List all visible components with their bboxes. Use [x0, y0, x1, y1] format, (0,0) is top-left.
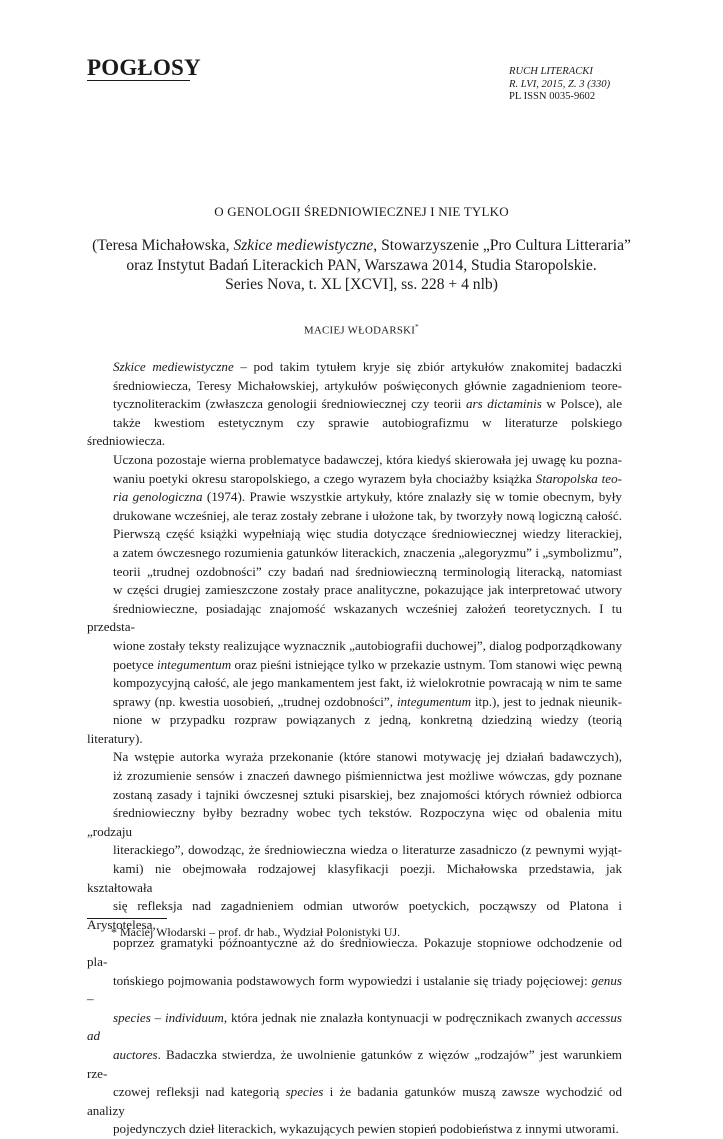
body-line: kompozycyjną całość, ale jego mankamentem jest fakt, iż wielokrotnie powracają w nim te same	[113, 675, 622, 691]
article-author	[0, 323, 723, 337]
body-line: czowej refleksji nad kategorią species i że badania gatunków muszą zawsze wychodzić od analizy	[87, 1084, 622, 1118]
body-line: nione w przypadku rozpraw powiązanych z jedną, konkretną dziedziną wiedzy (teorią literatury).	[87, 712, 622, 746]
paragraph-1	[87, 358, 622, 748]
body-line: auctores. Badaczka stwierdza, że uwolnienie gatunków z więzów „rodzajów” jest warunkiem rze-	[87, 1046, 622, 1081]
body-line: w części drugiej zamieszczone zostały prace analityczne, pokazujące jak interpretować utwory	[113, 582, 622, 598]
body-line: Na wstępie autorka wyraża przekonanie (które stanowi motywację jej działań badawczych),	[113, 749, 622, 765]
article-title: O GENOLOGII ŚREDNIOWIECZNEJ I NIE TYLKO	[214, 204, 509, 219]
body-line: iż zrozumienie sensów i znaczeń dawnego piśmiennictwa jest możliwe wówczas, gdy poznane	[113, 768, 622, 784]
body-line: poetyce integumentum oraz pieśni istniejące tylko w przekazie ustnym. Tom stanowi więc pewną	[113, 656, 622, 672]
section-title	[87, 55, 201, 81]
body-line: species – individuum, która jednak nie znalazła kontynuacji w podręcznikach zwanych accessus ad	[87, 1009, 622, 1044]
journal-name: RUCH LITERACKI	[509, 66, 593, 77]
body-line: tycznoliterackim (zwłaszcza genologii średniowiecznej czy teorii ars dictaminis w Polsce), ale	[113, 396, 623, 412]
body-line: waniu poetyki okresu staropolskiego, a czego wyrazem była chociażby książka Staropolska teo-	[113, 470, 622, 486]
body-line: Szkice mediewistyczne – pod takim tytułem kryje się zbiór artykułów znakomitej badaczki	[113, 359, 623, 374]
body-line: teorii „trudnej ozdobności” czy badań nad średniowieczną terminologią literacką, natomiast	[113, 563, 622, 579]
body-line: drukowane wcześniej, ale teraz zostały zebrane i ułożone tak, by tworzyły nową logiczną całość.	[113, 507, 622, 523]
body-line: średniowieczne, posiadając znajomość wskazanych wcześniej założeń teoretycznych. I tu przedsta-	[87, 600, 622, 635]
paragraph-2	[87, 748, 622, 1138]
body-line: zostaną zasady i tajniki ówczesnej sztuki pisarskiej, bez znajomości których również odbiorca	[113, 786, 622, 802]
bibliographic-note	[60, 236, 663, 295]
biblio-line: Series Nova, t. XL [XCVI], ss. 228 + 4 nlb)	[225, 276, 498, 293]
body-line: Uczona pozostaje wierna problematyce badawczej, która kiedyś skierowała jej uwagę ku pozna-	[113, 451, 622, 467]
journal-info	[509, 66, 610, 104]
body-line: ria genologiczna (1974). Prawie wszystkie artykuły, które znalazły się w tomie obecnym, były	[113, 489, 622, 505]
body-line: poprzez gramatyki późnoantyczne aż do średniowiecza. Pokazuje stopniowe odchodzenie od pla-	[87, 935, 622, 969]
body-line: literackiego”, dowodząc, że średniowieczna wiedza o literaturze zasadniczo (z pewnymi wyjąt-	[113, 842, 622, 858]
body-line: tońskiego pojmowania podstawowych form wypowiedzi i ustalanie się triady pojęciowej: genus –	[87, 972, 622, 1007]
footnote: * Maciej Włodarski – prof. dr hab., Wydział Polonistyki UJ.	[111, 925, 401, 939]
body-line: średniowieczny byłby bezradny wobec tych tekstów. Rozpoczyna więc od obalenia mitu „rodzaju	[87, 805, 622, 839]
footnote-marker: *	[415, 323, 419, 331]
journal-issue: R. LVI, 2015, Z. 3 (330)	[509, 78, 611, 90]
footnote-separator	[87, 918, 167, 919]
section-title-text: POGŁOSY	[87, 55, 201, 80]
body-line: się refleksja nad zagadnieniem odmian utworów poetyckich, począwszy od Platona i Arystotelesa,	[87, 898, 622, 932]
body-line: wione zostały teksty realizujące wyznacznik „autobiografii duchowej”, dialog podporządkowany	[113, 637, 622, 653]
section-title-underline	[87, 80, 190, 81]
biblio-line: oraz Instytut Badań Literackich PAN, Warszawa 2014, Studia Staropolskie.	[126, 256, 597, 274]
body-line: także kwestiom estetycznym czy sprawie autobiografizmu w literaturze polskiego średniowiecza.	[87, 414, 622, 449]
body-line: Pierwszą część książki wypełniają więc studia dotyczące średniowiecznej wiedzy literackiej,	[113, 526, 622, 542]
body-line: sprawy (np. kwestia uosobień, „trudnej ozdobności”, integumentum itp.), jest to jednak nieunik-	[113, 693, 622, 709]
journal-issn: PL ISSN 0035-9602	[509, 91, 596, 103]
article-body	[87, 358, 622, 1139]
body-line: kami) nie obejmowała rodzajowej klasyfikacji poezji. Michałowska przedstawia, jak kształtowała	[87, 861, 622, 895]
biblio-line: (Teresa Michałowska, Szkice mediewistyczne, Stowarzyszenie „Pro Cultura Litteraria”	[92, 237, 631, 254]
author-name: MACIEJ WŁODARSKI	[304, 324, 416, 337]
body-line: a zatem ówczesnego rozumienia gatunków literackich, znaczenia „alegoryzmu” i „symbolizmu”,	[113, 544, 622, 560]
body-line: średniowiecza, Teresy Michałowskiej, artykułów poświęconych głównie zagadnieniom teore-	[113, 377, 622, 393]
body-line: pojedynczych dzieł literackich, wykazujących pewien stopień podobieństwa z innymi utworami.	[113, 1121, 619, 1137]
